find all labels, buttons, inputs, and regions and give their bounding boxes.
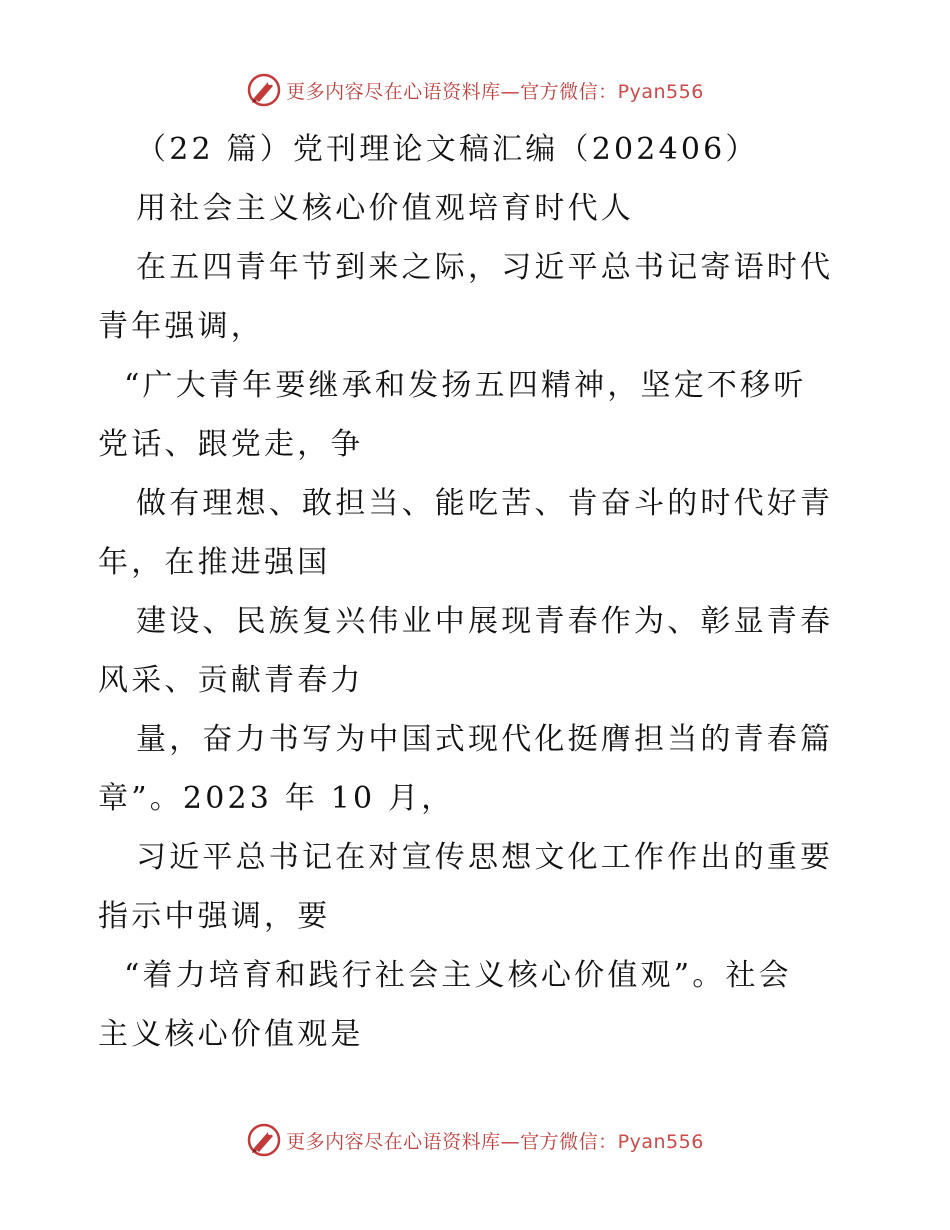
paragraph-line: 建设、民族复兴伟业中展现青春作为、彰显青春	[136, 604, 834, 639]
paragraph-line: 年，在推进强国	[98, 545, 331, 580]
header-watermark	[0, 70, 950, 110]
paragraph-line: 量，奋力书写为中国式现代化挺膺担当的青春篇	[136, 722, 834, 757]
watermark-label: 更多内容尽在心语资料库—官方微信：	[286, 1130, 618, 1153]
watermark-label: 更多内容尽在心语资料库—官方微信：	[286, 80, 618, 103]
watermark-wechat-id: Pyan556	[617, 1130, 704, 1153]
paragraph-line: “着力培育和践行社会主义核心价值观”。社会	[124, 958, 792, 993]
paragraph-line: “广大青年要继承和发扬五四精神，坚定不移听	[124, 368, 807, 403]
watermark-text	[286, 77, 704, 104]
paragraph-line: 指示中强调，要	[98, 899, 331, 934]
article-title: 用社会主义核心价值观培育时代人	[136, 191, 634, 226]
watermark-text	[286, 1127, 704, 1154]
paragraph-line: 党话、跟党走，争	[98, 427, 364, 462]
paragraph-line: 章”。2023 年 10 月，	[98, 781, 455, 816]
paragraph-line: 做有理想、敢担当、能吃苦、肯奋斗的时代好青	[136, 486, 834, 521]
paragraph-line: 风采、贡献青春力	[98, 663, 364, 698]
paragraph-line: 习近平总书记在对宣传思想文化工作作出的重要	[136, 840, 834, 875]
footer-watermark	[0, 1120, 950, 1160]
pen-logo-icon	[246, 1122, 282, 1158]
paragraph-line: 在五四青年节到来之际，习近平总书记寄语时代	[136, 250, 834, 285]
pen-logo-icon	[246, 72, 282, 108]
document-body	[98, 120, 853, 1064]
document-title: （22 篇）党刊理论文稿汇编（202406）	[136, 132, 759, 167]
paragraph-line: 青年强调，	[98, 309, 264, 344]
watermark-wechat-id: Pyan556	[617, 80, 704, 103]
paragraph-line: 主义核心价值观是	[98, 1017, 364, 1052]
